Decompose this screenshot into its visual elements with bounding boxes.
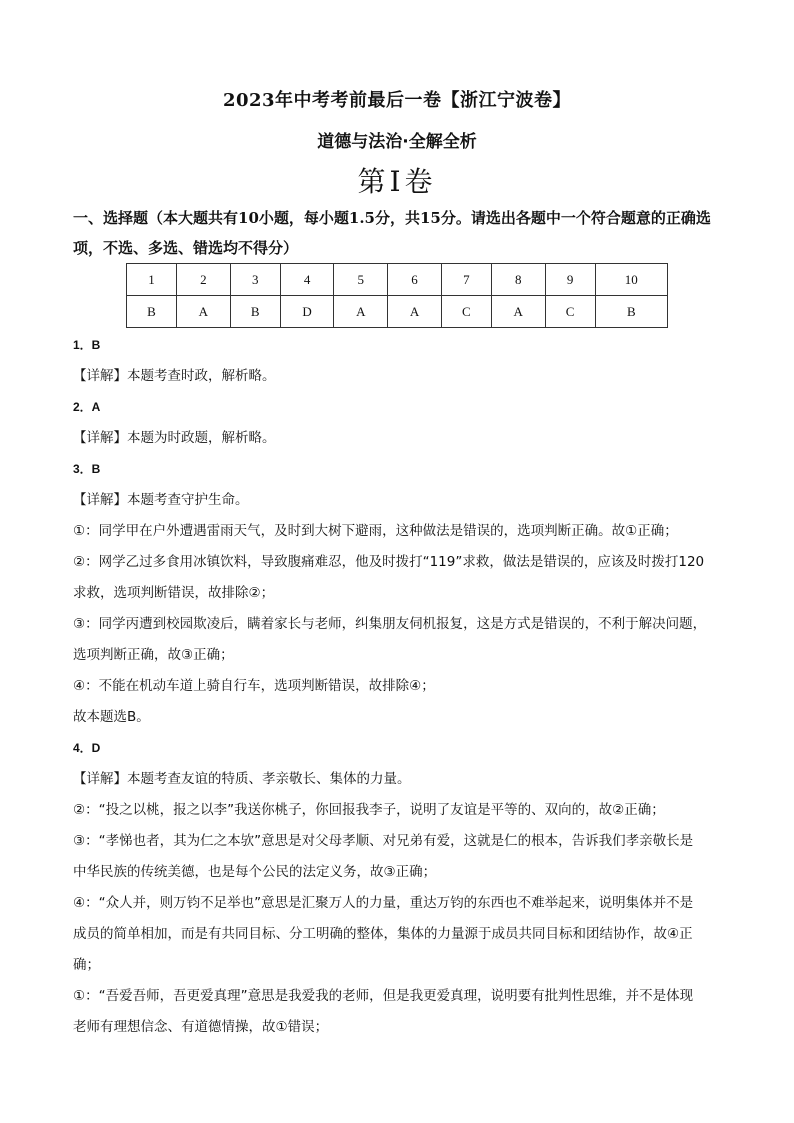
question-number-cell: 9 — [545, 264, 595, 296]
explanation-line: ②：网学乙过多食用冰镇饮料，导致腹痛难忍，他及时拨打“119”求救，做法是错误的，应该及时拨打120 — [73, 554, 705, 570]
question-number-cell: 8 — [491, 264, 545, 296]
explanation-line: 故本题选B。 — [73, 709, 150, 725]
explanation-line: ①：“吾爱吾师，吾更爱真理”意思是我爱我的老师，但是我更爱真理，说明要有批判性思维，并不是体现 — [73, 988, 694, 1004]
explanation-line: ②：“投之以桃，报之以李”我送你桃子，你回报我李子，说明了友谊是平等的、双向的，故②正确； — [73, 802, 665, 818]
question-answer-label: 1．B — [73, 338, 101, 352]
exam-title: 2023年中考考前最后一卷【浙江宁波卷】 — [222, 90, 572, 111]
answer-cell: B — [127, 296, 177, 328]
question-number-cell: 1 — [127, 264, 177, 296]
explanation-line: 【详解】本题考查友谊的特质、孝亲敬长、集体的力量。 — [73, 771, 411, 787]
question-answer-label: 3．B — [73, 462, 101, 476]
answer-table — [126, 263, 668, 328]
volume-heading: 第Ⅰ卷 — [357, 165, 437, 198]
explanation-line: ④：不能在机动车道上骑自行车，选项判断错误，故排除④； — [73, 678, 435, 694]
question-number-cell: 4 — [280, 264, 334, 296]
answer-cell: C — [441, 296, 491, 328]
answer-cell: A — [177, 296, 231, 328]
question-number-cell: 3 — [230, 264, 280, 296]
answer-cell: B — [595, 296, 667, 328]
explanation-line: 【详解】本题考查守护生命。 — [73, 492, 249, 508]
explanation-line: ③：同学丙遭到校园欺凌后，瞒着家长与老师，纠集朋友伺机报复，这是方式是错误的，不利于解决问题， — [73, 616, 707, 632]
explanation-line: ①：同学甲在户外遭遇雷雨天气，及时到大树下避雨，这种做法是错误的，选项判断正确。故①正确； — [73, 523, 678, 539]
question-answer-label: 2．A — [73, 400, 101, 414]
explanation-line: ③：“孝悌也者，其为仁之本欤”意思是对父母孝顺、对兄弟有爱，这就是仁的根本，告诉我们孝亲敬长是 — [73, 833, 694, 849]
explanation-line: 确； — [73, 957, 100, 973]
explanation-line: 【详解】本题为时政题，解析略。 — [73, 430, 276, 446]
question-number-cell: 5 — [334, 264, 388, 296]
question-number-cell: 10 — [595, 264, 667, 296]
explanation-line: 中华民族的传统美德，也是每个公民的法定义务，故③正确； — [73, 864, 437, 880]
section-heading: 一、选择题（本大题共有10小题，每小题1.5分，共15分。请选出各题中一个符合题意的正确选项，不选、多选、错选均不得分） — [73, 209, 711, 257]
answer-cell: B — [230, 296, 280, 328]
explanation-line: ④：“众人并，则万钧不足举也”意思是汇聚万人的力量，重达万钧的东西也不难举起来，说明集体并不是 — [73, 895, 694, 911]
answer-cell: A — [334, 296, 388, 328]
question-number-cell: 6 — [388, 264, 442, 296]
explanation-line: 【详解】本题考查时政，解析略。 — [73, 368, 276, 384]
explanation-line: 老师有理想信念、有道德情操，故①错误； — [73, 1019, 329, 1035]
answer-explanations — [73, 330, 733, 1043]
question-number-cell: 7 — [441, 264, 491, 296]
exam-subtitle: 道德与法治·全解全析 — [317, 132, 477, 152]
answer-table-answer-row — [127, 296, 668, 328]
answer-cell: C — [545, 296, 595, 328]
answer-table-number-row — [127, 264, 668, 296]
question-number-cell: 2 — [177, 264, 231, 296]
answer-cell: A — [491, 296, 545, 328]
explanation-line: 求救，选项判断错误，故排除②； — [73, 585, 275, 601]
question-answer-label: 4．D — [73, 741, 101, 755]
explanation-line: 选项判断正确，故③正确； — [73, 647, 234, 663]
answer-cell: D — [280, 296, 334, 328]
explanation-line: 成员的简单相加，而是有共同目标、分工明确的整体，集体的力量源于成员共同目标和团结协作，故④正 — [73, 926, 693, 942]
answer-cell: A — [388, 296, 442, 328]
